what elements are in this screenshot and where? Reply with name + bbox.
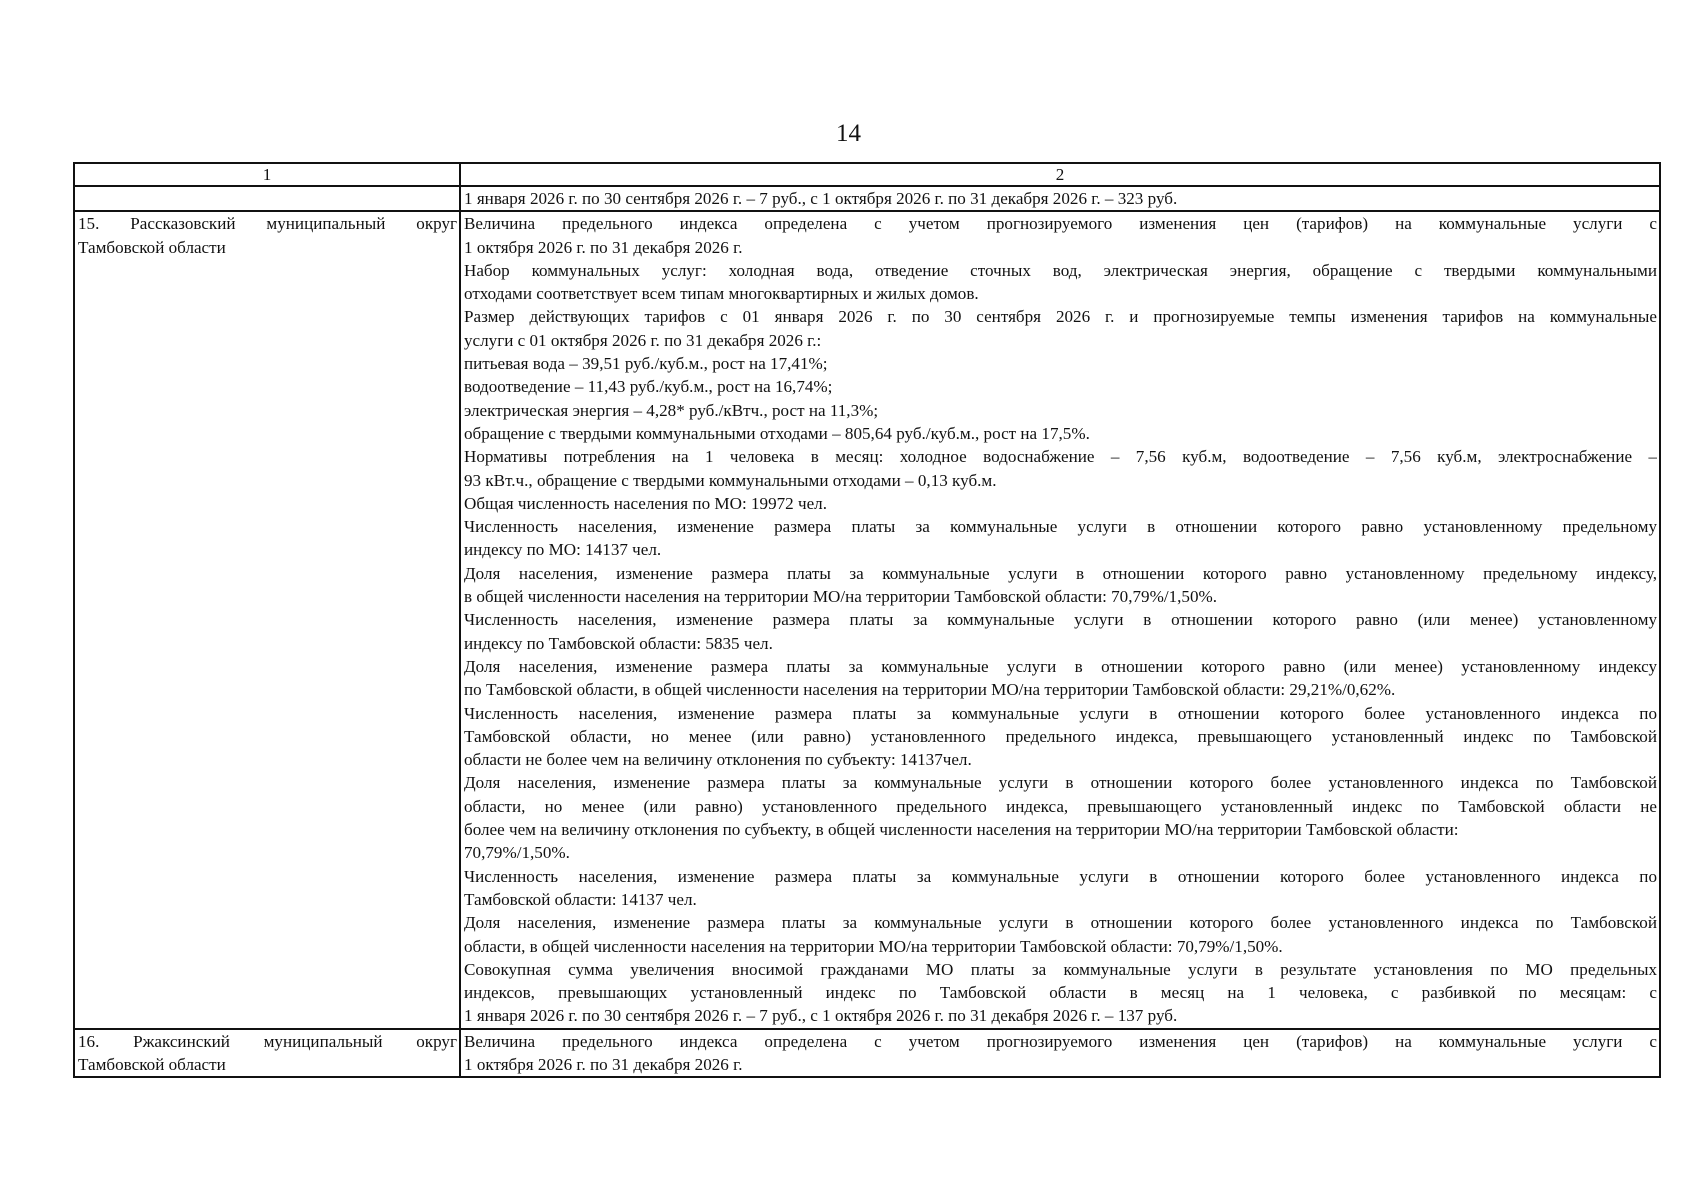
page-number: 14 — [836, 120, 861, 147]
description-line: области, в общей численности населения на территории МО/на территории Тамбовской области: 70,79%/1,50%. — [464, 936, 1283, 956]
description-line: 70,79%/1,50%. — [464, 843, 570, 863]
municipality-cell — [74, 1029, 460, 1078]
description-line: Величина предельного индекса определена с учетом прогнозируемого изменения цен (тарифов) на коммунальные услуги с — [464, 214, 1657, 234]
description-line: водоотведение – 11,43 руб./куб.м., рост на 16,74%; — [464, 377, 833, 397]
description-line: Тамбовской области, но менее (или равно) установленного предельного индекса, превышающего установленный индекс по Тамбовской — [464, 726, 1657, 746]
description-line: в общей численности населения на территории МО/на территории Тамбовской области: 70,79%/1,50%. — [464, 587, 1218, 607]
continuation-municipality-cell — [74, 186, 460, 211]
description-line: области, но менее (или равно) установленного предельного индекса, превышающего установленный индекс по Тамбовской области не — [464, 796, 1657, 816]
municipality-cell — [74, 211, 460, 1028]
header-row — [74, 163, 1660, 186]
description-line: Величина предельного индекса определена с учетом прогнозируемого изменения цен (тарифов) на коммунальные услуги с — [464, 1031, 1657, 1051]
description-line: индексу по Тамбовской области: 5835 чел. — [464, 633, 773, 653]
description-line: Доля населения, изменение размера платы за коммунальные услуги в отношении которого равно (или менее) установленному индексу — [464, 656, 1657, 676]
description-line: Набор коммунальных услуг: холодная вода, отведение сточных вод, электрическая энергия, обращение с твердыми коммунальными — [464, 260, 1657, 280]
column-header-1: 1 — [74, 163, 460, 186]
municipality-name-line: 16. Ржаксинский муниципальный округ — [78, 1031, 457, 1051]
continuation-content-cell — [460, 186, 1660, 211]
description-line: Доля населения, изменение размера платы за коммунальные услуги в отношении которого более установленного индекса по Тамбовской — [464, 913, 1657, 933]
tariff-table — [73, 162, 1661, 1078]
municipality-name-line: 15. Рассказовский муниципальный округ — [78, 214, 457, 234]
description-line: Общая численность населения по МО: 19972 чел. — [464, 493, 827, 513]
description-line: индексов, превышающих установленный индекс по Тамбовской области в месяц на 1 человека, с разбивкой по месяцам: с — [464, 983, 1657, 1003]
table-row — [74, 211, 1660, 1028]
description-line: питьевая вода – 39,51 руб./куб.м., рост на 17,41%; — [464, 354, 828, 374]
description-line: 1 октября 2026 г. по 31 декабря 2026 г. — [464, 1054, 743, 1074]
table-row — [74, 1029, 1660, 1078]
continuation-row — [74, 186, 1660, 211]
description-line: Доля населения, изменение размера платы за коммунальные услуги в отношении которого более установленного индекса по Тамбовской — [464, 773, 1657, 793]
description-line: Тамбовской области: 14137 чел. — [464, 889, 697, 909]
description-line: Численность населения, изменение размера платы за коммунальные услуги в отношении которого более установленного индекса по — [464, 866, 1657, 886]
description-line: Численность населения, изменение размера платы за коммунальные услуги в отношении которого более установленного индекса по — [464, 703, 1657, 723]
description-line: более чем на величину отклонения по субъекту, в общей численности населения на территории МО/на территории Тамбовской области: — [464, 820, 1459, 840]
description-line: 93 кВт.ч., обращение с твердыми коммунальными отходами – 0,13 куб.м. — [464, 470, 997, 490]
description-line: Совокупная сумма увеличения вносимой гражданами МО платы за коммунальные услуги в результате установления по МО предельных — [464, 959, 1657, 979]
description-line: обращение с твердыми коммунальными отходами – 805,64 руб./куб.м., рост на 17,5%. — [464, 423, 1090, 443]
description-line: 1 октября 2026 г. по 31 декабря 2026 г. — [464, 237, 743, 257]
description-line: Численность населения, изменение размера платы за коммунальные услуги в отношении которого равно установленному предельному — [464, 517, 1657, 537]
description-line: области не более чем на величину отклонения по субъекту: 14137чел. — [464, 750, 972, 770]
description-line: Доля населения, изменение размера платы за коммунальные услуги в отношении которого равно установленному предельному индексу, — [464, 563, 1657, 583]
description-cell — [460, 211, 1660, 1028]
description-line: Нормативы потребления на 1 человека в месяц: холодное водоснабжение – 7,56 куб.м, водоотведение – 7,56 куб.м, электроснабжение – — [464, 447, 1657, 467]
continuation-line: 1 января 2026 г. по 30 сентября 2026 г. – 7 руб., с 1 октября 2026 г. по 31 декабря 2026 г. – 323 руб. — [464, 189, 1178, 208]
description-line: Размер действующих тарифов с 01 января 2026 г. по 30 сентября 2026 г. и прогнозируемые темпы изменения тарифов на коммунальные — [464, 307, 1657, 327]
description-line: услуги с 01 октября 2026 г. по 31 декабря 2026 г.: — [464, 330, 822, 350]
municipality-name-line: Тамбовской области — [78, 237, 226, 257]
description-line: индексу по МО: 14137 чел. — [464, 540, 662, 560]
description-line: отходами соответствует всем типам многоквартирных и жилых домов. — [464, 284, 979, 304]
description-line: 1 января 2026 г. по 30 сентября 2026 г. – 7 руб., с 1 октября 2026 г. по 31 декабря 2026 г. – 137 руб. — [464, 1006, 1178, 1026]
description-line: Численность населения, изменение размера платы за коммунальные услуги в отношении которого равно (или менее) установленному — [464, 610, 1657, 630]
description-cell — [460, 1029, 1660, 1078]
description-line: электрическая энергия – 4,28* руб./кВтч., рост на 11,3%; — [464, 400, 879, 420]
municipality-name-line: Тамбовской области — [78, 1054, 226, 1074]
column-header-2: 2 — [460, 163, 1660, 186]
description-line: по Тамбовской области, в общей численности населения на территории МО/на территории Тамбовской области: 29,21%/0,62%. — [464, 680, 1396, 700]
